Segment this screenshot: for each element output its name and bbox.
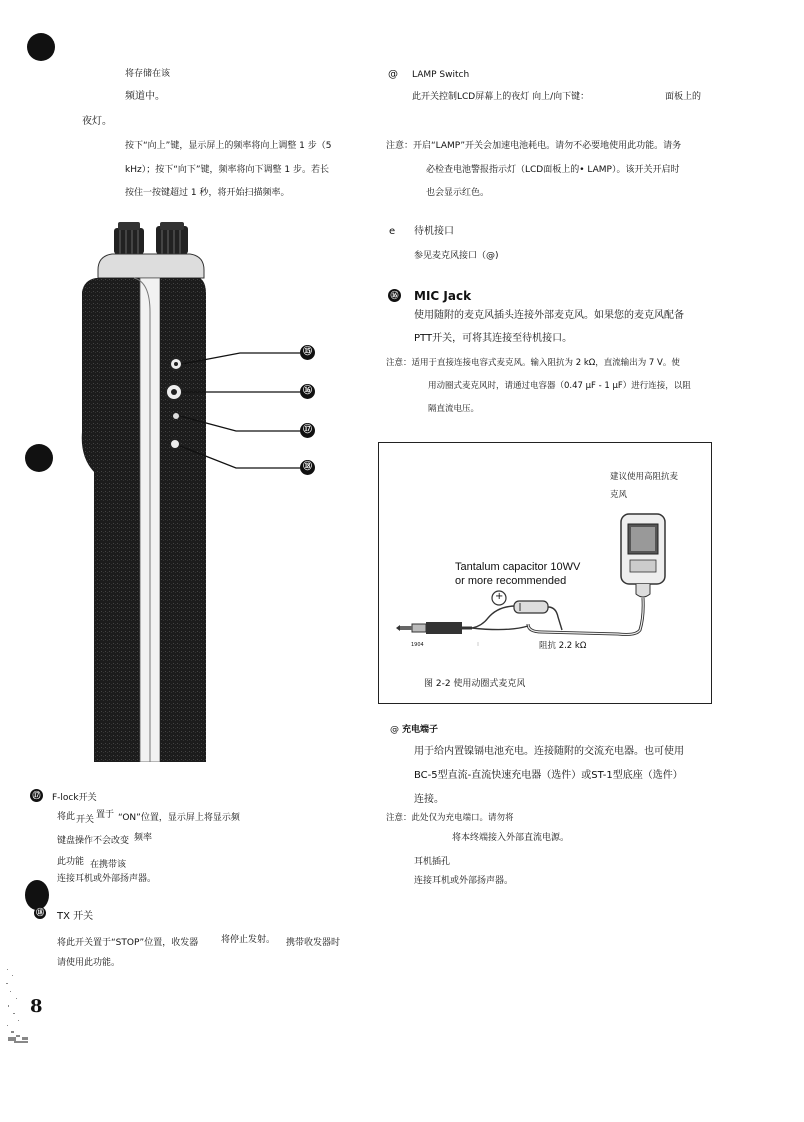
fig-capacitor-label-2: or more recommended — [455, 575, 567, 587]
left-text-l2: 频道中。 — [125, 91, 165, 102]
flock-line1c: 置于 — [96, 810, 115, 820]
standby-mark: e — [389, 226, 396, 237]
flock-title: F-lock开关 — [52, 793, 97, 803]
fig-resistance: 阻抗 2.2 kΩ — [539, 641, 587, 651]
transceiver-side-illustration — [0, 222, 330, 762]
microphone-icon — [621, 514, 665, 597]
mic-line1: 使用随附的麦克风插头连接外部麦克风。如果您的麦克风配备 — [414, 310, 684, 321]
fig-plus-sign: + — [495, 591, 504, 602]
scan-noise — [4, 965, 36, 1045]
knob-left — [114, 222, 144, 254]
charge-note-1: 注意：此处仅为充电端口。请勿将 — [386, 813, 514, 823]
lamp-note-2: 必检查电池警报指示灯（LCD面板上的• LAMP）。该开关开启时 — [426, 165, 680, 175]
tx-line2: 请使用此功能。 — [57, 958, 121, 968]
callout-17: ⑰ — [300, 423, 315, 438]
jack-17 — [173, 413, 179, 419]
flock-line2a: 键盘操作不会改变 — [57, 836, 130, 846]
lamp-note-1: 注意：开启“LAMP”开关会加速电池耗电。请勿不必要地使用此功能。请务 — [386, 141, 682, 151]
lamp-note-3: 也会显示红色。 — [426, 188, 490, 198]
page-number: 8 — [30, 996, 43, 1017]
knob-right — [156, 222, 188, 254]
mic-title: MIC Jack — [414, 289, 472, 303]
jack-18 — [170, 439, 180, 449]
charge-title: 充电端子 — [402, 725, 439, 735]
tx-title: TX 开关 — [57, 911, 94, 922]
earphone-line1: 连接耳机或外部扬声器。 — [414, 876, 514, 886]
standby-line1: 参见麦克风接口（@) — [414, 251, 499, 261]
tx-line1a: 将此开关置于“STOP”位置，收发器 — [57, 938, 199, 948]
fig-hi-impedance-2: 克风 — [610, 490, 628, 500]
lamp-title: LAMP Switch — [412, 70, 470, 80]
flock-line3b: 在携带该 — [90, 860, 127, 870]
tx-line1b: 将停止发射。 — [221, 935, 276, 945]
flock-line1d: “ON”位置，显示屏上将显示频 — [118, 813, 240, 823]
earphone-title: 耳机插孔 — [414, 857, 451, 867]
left-text-l3: 夜灯。 — [82, 116, 112, 127]
mic-note-2: 用动圈式麦克风时，请通过电容器（0.47 μF - 1 μF）进行连接，以阻 — [428, 381, 691, 391]
standby-title: 待机接口 — [414, 226, 454, 237]
lamp-line1b: 面板上的 — [665, 92, 702, 102]
charge-line2: BC-5型直流-直流快速充电器（选件）或ST-1型底座（选件） — [414, 770, 683, 781]
flock-line4: 连接耳机或外部扬声器。 — [57, 874, 157, 884]
fig-tiny-code: 1904 — [411, 642, 424, 648]
charge-line1: 用于给内置镍镉电池充电。连接随附的交流充电器。也可使用 — [414, 746, 684, 757]
fig-caption: 图 2-2 使用动圈式麦克风 — [424, 679, 526, 689]
binder-hole-bottom — [25, 880, 49, 910]
left-para-3: 按住一按键超过 1 秒，将开始扫描频率。 — [125, 188, 290, 198]
mic-badge: ⑯ — [388, 289, 401, 302]
callout-15: ⑮ — [300, 345, 315, 360]
charge-mark: @ — [390, 725, 399, 735]
left-text-l1: 将存储在该 — [125, 69, 171, 79]
callout-18: ⑱ — [300, 460, 315, 475]
tx-badge: ⑱ — [36, 908, 44, 917]
flock-line3a: 此功能 — [57, 857, 85, 867]
left-para-1: 按下“向上”键，显示屏上的频率将向上调整 1 步（5 — [125, 141, 332, 151]
flock-line1b: 开关 — [76, 815, 95, 825]
flock-line2b: 频率 — [134, 833, 153, 843]
tx-line1c: 携带收发器时 — [286, 938, 341, 948]
fig-hi-impedance-1: 建议使用高阻抗麦 — [610, 472, 679, 482]
charge-line3: 连接。 — [414, 794, 444, 805]
callout-16: ⑯ — [300, 384, 315, 399]
binder-hole-top — [27, 33, 55, 61]
lamp-mark: @ — [388, 69, 398, 80]
left-para-2: kHz）；按下“向下”键，频率将向下调整 1 步。若长 — [125, 165, 329, 175]
mic-note-3: 隔直流电压。 — [428, 404, 480, 414]
lamp-line1: 此开关控制LCD屏幕上的夜灯 向上/向下键： — [412, 92, 590, 102]
fig-capacitor-label-1: Tantalum capacitor 10WV — [455, 561, 581, 573]
charge-note-2: 将本终端接入外部直流电源。 — [452, 833, 570, 843]
flock-line1a: 将此 — [57, 812, 76, 822]
mic-line2: PTT开关，可将其连接至待机接口。 — [414, 333, 573, 344]
mic-note-1: 注意：适用于直接连接电容式麦克风。输入阻抗为 2 kΩ，直流输出为 7 V。使 — [386, 358, 680, 368]
flock-badge: ⑰ — [30, 789, 43, 802]
